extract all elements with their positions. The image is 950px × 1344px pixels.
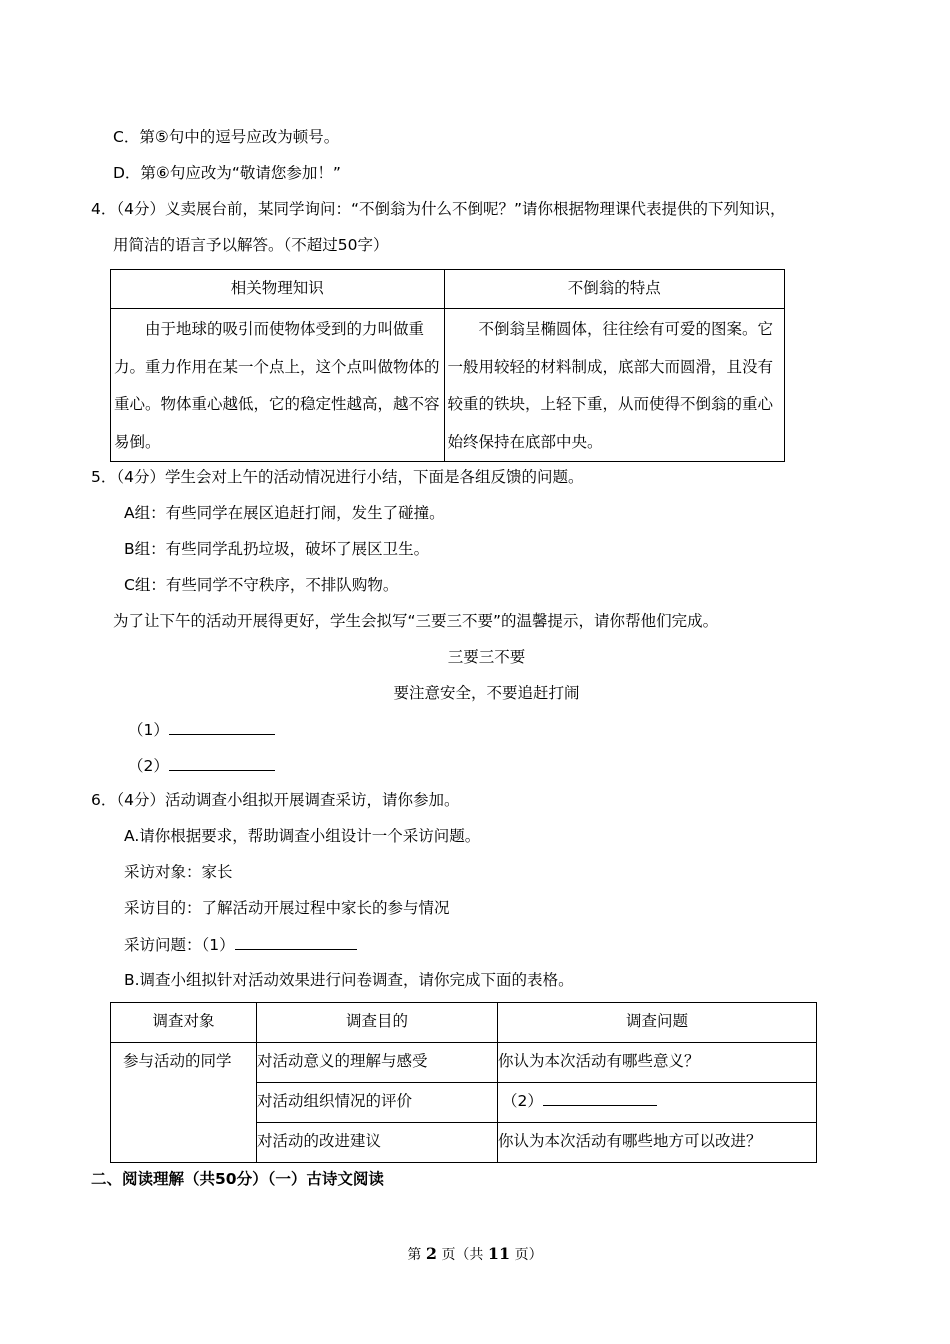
interview-question-blank[interactable] [235,934,357,950]
question-4-line2: 用简洁的语言予以解答。（不超过50字） [113,236,389,254]
answer-blank-2-row [128,755,275,776]
answer-blank-2-label: （2） [128,757,169,775]
footer-middle: 页（共 [441,1247,484,1263]
physics-table-header-knowledge: 相关物理知识 [111,270,445,309]
physics-knowledge-text: 由于地球的吸引而使物体受到的力叫做重力。重力作用在某一个点上，这个点叫做物体的重心。物体重心越低，它的稳定性越高，越不容易倒。 [114,320,440,451]
question-6-intro: 6．（4分）活动调查小组拟开展调查采访，请你参加。 [91,791,460,809]
survey-subject: 参与活动的同学 [111,1043,257,1163]
interview-purpose: 采访目的：了解活动开展过程中家长的参与情况 [124,899,450,917]
physics-table-header-features: 不倒翁的特点 [444,270,785,309]
interview-question-row [124,934,357,955]
answer-blank-1[interactable] [169,719,275,735]
group-c-feedback: C组：有些同学不守秩序，不排队购物。 [124,576,399,594]
question-5-intro: 5．（4分）学生会对上午的活动情况进行小结，下面是各组反馈的问题。 [91,468,584,486]
answer-blank-1-row [128,719,275,740]
question-4-line1: 4．（4分）义卖展台前，某同学询问：“不倒翁为什么不倒呢？”请你根据物理课代表提供的下列知识， [91,200,786,218]
physics-table [110,269,785,462]
tips-example: 要注意安全，不要追赶打闹 [393,684,580,702]
survey-purpose-2: 对活动组织情况的评价 [257,1083,498,1123]
survey-header-question: 调查问题 [498,1003,817,1043]
survey-question-1: 你认为本次活动有哪些意义？ [498,1043,817,1083]
question-5-prompt: 为了让下午的活动开展得更好，学生会拟写“三要三不要”的温馨提示，请你帮他们完成。 [113,612,719,630]
page-footer [0,1244,950,1264]
group-b-feedback: B组：有些同学乱扔垃圾，破坏了展区卫生。 [124,540,430,558]
survey-header-subject: 调查对象 [111,1003,257,1043]
footer-prefix: 第 [407,1247,422,1263]
group-a-feedback: A组：有些同学在展区追赶打闹，发生了碰撞。 [124,504,445,522]
survey-table [110,1002,817,1163]
survey-question-3: 你认为本次活动有哪些地方可以改进？ [498,1123,817,1163]
survey-purpose-3: 对活动的改进建议 [257,1123,498,1163]
survey-question-2-cell [498,1083,817,1123]
survey-header-purpose: 调查目的 [257,1003,498,1043]
survey-question-2-label: （2） [502,1092,543,1110]
section-2-heading: 二、阅读理解（共50分）（一）古诗文阅读 [91,1170,384,1188]
interview-target: 采访对象：家长 [124,863,233,881]
survey-question-2-blank[interactable] [543,1090,657,1106]
survey-purpose-1: 对活动意义的理解与感受 [257,1043,498,1083]
answer-blank-2[interactable] [169,755,275,771]
footer-page-number: 2 [425,1244,437,1263]
footer-total-pages: 11 [487,1244,511,1263]
option-c: C．第⑤句中的逗号应改为顿号。 [113,128,340,146]
tips-title: 三要三不要 [447,648,526,666]
answer-blank-1-label: （1） [128,721,169,739]
tumbler-features-text: 不倒翁呈椭圆体，往往绘有可爱的图案。它一般用较轻的材料制成，底部大而圆滑，且没有较重的铁块，上轻下重，从而使得不倒翁的重心始终保持在底部中央。 [447,320,774,451]
interview-question-label: 采访问题：（1） [124,936,235,954]
footer-suffix: 页） [514,1247,543,1263]
question-6-part-a: A.请你根据要求，帮助调查小组设计一个采访问题。 [124,827,481,845]
question-6-part-b: B.调查小组拟针对活动效果进行问卷调查，请你完成下面的表格。 [124,971,574,989]
option-d: D．第⑥句应改为“敬请您参加！” [113,164,341,182]
